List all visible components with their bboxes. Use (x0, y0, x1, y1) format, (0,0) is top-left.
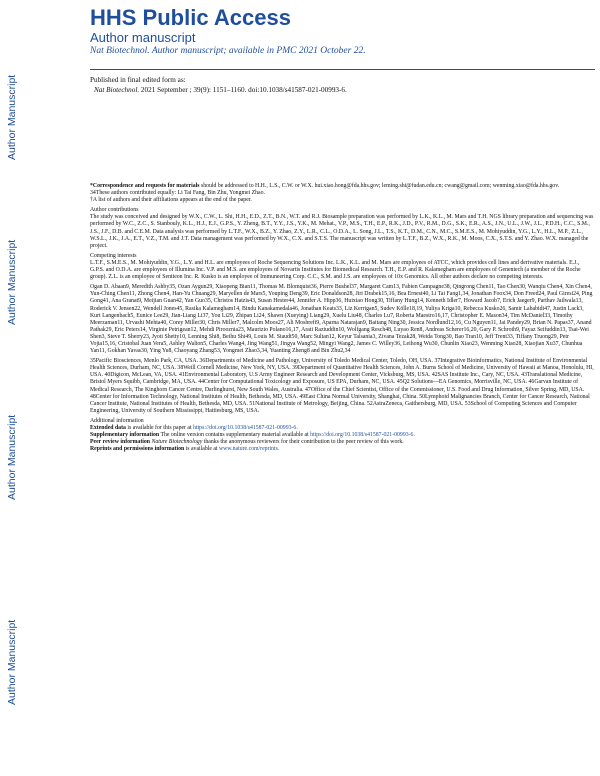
side-label-2: Author Manuscript (6, 239, 18, 325)
contributions-heading: Author contributions (90, 207, 139, 214)
side-label-3: Author Manuscript (6, 414, 18, 500)
page-header (90, 6, 590, 58)
publication-label: Published in final edited form as: (90, 76, 186, 84)
correspondence-note (90, 183, 595, 204)
reprints-text: is available at (185, 446, 218, 453)
page-subtitle: Author manuscript (90, 30, 196, 45)
side-label-1: Author Manuscript (6, 74, 18, 160)
peer-review-note (90, 439, 595, 446)
header-divider (90, 69, 595, 70)
publication-citation (90, 86, 347, 96)
page-title: HHS Public Access (90, 5, 291, 30)
journal-name: Nat Biotechnol. (90, 46, 150, 56)
extended-data-label: Extended data (90, 425, 126, 431)
peer-review-label: Peer review information (90, 439, 150, 446)
supplementary-link[interactable]: https://doi.org/10.1038/s41587-021-00993-6. (310, 432, 415, 439)
correspondence-label: *Correspondence and requests for materials (90, 183, 200, 189)
supplementary-text: The online version contains supplementary material available at (160, 432, 309, 439)
availability-line (90, 45, 590, 58)
equal-contribution-note: 34These authors contributed equally: Li Tai Fang, Bin Zhu, Yongmei Zhao. (90, 190, 265, 197)
side-label-4: Author Manuscript (6, 619, 18, 705)
interests-heading: Competing interests (90, 252, 137, 259)
citation-journal: Nat Biotechnol. (94, 85, 140, 94)
extended-data-link[interactable]: https://doi.org/10.1038/s41587-021-00993-6. (193, 425, 298, 431)
extended-data-note (90, 425, 595, 432)
peer-review-journal: Nature Biotechnology (151, 439, 203, 446)
additional-information (90, 418, 595, 453)
citation-text: 2021 September ; 39(9): 1151–1160. doi:10.1038/s41587-021-00993-6. (140, 85, 347, 94)
competing-interests (90, 253, 595, 281)
peer-review-text: thanks the anonymous reviewers for their contribution to the peer review of this work. (203, 439, 404, 446)
reprints-link[interactable]: www.nature.com/reprints. (219, 446, 280, 453)
interests-text: L.T.F., S.M.E.S., M. Mohiyuddin, Y.G., L.Y. and H.L. are employees of Roche Sequencing Solutions Inc. L.K., K.L. and M. Mars are employees of ATCC, which provides cell lines and derivative materials. E.J., G.P.S. and O.D.A. are employees of Illumina Inc. V.P. and M.S. are employees of Novartis Institutes for Biomedical Research. T.H., E.P. and R. Kalamegham are employees of Genentech (a member of the Roche group). Z.L. is an employee of Sentieon Inc. R. Kusko is an employee of Immuneering Corp. C.C., S.M. and J.S. are employees of 10x Genomics. All other authors declare no competing interests. (90, 259, 581, 281)
contributions-text: The study was conceived and designed by W.X., C.W., L. Shi, H.H., E.D., Z.T., B.N., W.T. and R.J. Biosample preparation was performed by L.K., K.L., M. Mars and T.H. NGS library preparation and sequencing was performed by W.C., Z.C., S. Stanbouly, K.L., H.J., E.J., G.P.S., Y. Zheng, B.T., Y.Y., J.S., Y.K., M. Mehat., V.P., M.S., T.H., E.P., R.K., J.D., P.V., R.M., D.G., S.K., E.R., A.S., J.N., U.L., J.W., J.L., P.D.H., C.C., S.M., J.S., J.F., D.B. and C.E.M. Data analysis was performed by L.T.F., W.X., B.Z., Y. Zhao, Z.Y., L.R., C.L., O.D.A., L. Song, J.L., T.S., K.T., D.M., C.N., M.C., S.M.E.S., M. Mohiyuddin, Y.G., L.Y., H.L., M.P., Z.L., W.S.L., J.K., J.A., E.T., V.Z., T.M. and J.T. Data management was performed by W.X., C.X. and S.T.S. The manuscript was written by L.T.F., B.Z., W.X., R.K., M. Moos, C.X., S.T.S. and Y. Zhao. W.X. managed the project. (90, 214, 594, 249)
consortium-author-list: Ogan D. Abaan9, Meredith Ashby35, Ozan Aygun29, Xiaopeng Bian11, Thomas M. Blomquist36, Pierre Bushel37, Margaret Cam13, Fabien Campagne38, Qingrong Chen11, Tao Chen30, Wanqiu Chen4, Xin Chen4, Yun-Ching Chen11, Zhong Chen4, Han-Yu Chuang29, Maryellen de Mars5, Youping Deng39, Eric Donaldson28, Jiri Drabek15,16, Bea Ernest40, Li Tai Fang1,34, Jonathan Foox34, Don Freed24, Paul Giresi24, Ping Gong41, Ana Granat9, Meijian Guan42, Yan Guo35, Christos Hatzis43, Susan Hester44, Jennifer A. Hipp36, Huixiao Hong30, Tiffany Hung14, Kenneth Idler7, Howard Jacob7, Erich Jaeger9, Parthav Jailwala13, Roderick V. Jensen22, Wendell Jones45, Rasika Kalamegham14, Bindu Kanakamedala46, Jonathan Keats33, Liz Kerrigan5, Sudev Kölle18,19, Yuliya Kriga10, Rebecca Kusko26, Samir Lababidi47, Justin Lack3, Kurt Langenbach5, Eunice Lee29, Jian-Liang Li37, You Li29, Zhipan Li24, Shawn (Xueying) Liang29, Xuelu Liu48, Charles Lu7, Roberta Maestro16,17, Christopher E. Mason34, Tim McDaniel33, Timothy Meerzaman11, Urvashi Mehta40, Corey Miller30, Chris Miller7, Malcolm Moos27, Ali Moshrefi9, Aparna Natarajan9, Baitang Ning30, Jessica Nordlund12,16, Cu Nguyen11, Jai Pandey29, Brian N. Papas37, Anand Pathak29, Eric Peters14, Virginie Petrigean12, Mehdi Pirooznia23, Maurizio Polano16,17, Arati Raziuddin10, Wolfgang Resch48, Luyao Ren8, Andreas Scherer16,20, Gary P. Schroth9, Fayaz Seifuddin13, Tsai-Wei Shen3, Steve T. Sherry23, Jyoti Shetty10, Lenning Shi8, Beihu Shi49, Louis M. Staudt50, Marc Sultan12, Keyur Talsania3, Zivana Tezak28, Weida Tong30, Bao Tran10, Jeff Trent33, Tiffany Truong29, Petr Vojta15,16, Cristobal Juan Vera5, Ashley Walton5, Charles Wang4, Jing Wang51, Jingya Wang52, Mingyi Wang2, James C. Willey36, Leihong Wu30, Chunlin Xiao23, Wenming Xiao28, Xiaojian Xu37, Chunhua Yan11, Gokhan Yavas30, Ying Yu8, Chaoyang Zhang53, Yongmei Zhao3,34, Yuanting Zheng8 and Bin Zhu2,34 (90, 284, 593, 355)
extended-data-text: is available for this paper at (127, 425, 192, 431)
reprints-label: Reprints and permissions information (90, 446, 185, 453)
additional-heading: Additional information (90, 417, 144, 424)
publication-info (90, 76, 347, 95)
affiliations-list: 35Pacific Biosciences, Menlo Park, CA, USA. 36Departments of Medicine and Pathology, University of Toledo Medical Center, Toledo, OH, USA. 37Integrative Bioinformatics, National Institute of Environmental Health Sciences, Durham, NC, USA. 38Weill Cornell Medicine, New York, NY, USA. 39Department of Quantitative Health Sciences, John A. Burns School of Medicine, University of Hawaii at Manoa, Honolulu, HI, USA. 40Digicon, McLean, VA, USA. 41Environmental Laboratory, U.S Army Engineer Research and Development Center, Vicksburg, MS, USA. 42SAS Institute Inc., Cary, NC, USA. 43Translational Medicine, Bristol Myers Squibb, Cambridge, MA, USA. 44Center for Computational Toxicology and Exposure, US EPA, Durham, NC, USA. 45Q2 Solutions—EA Genomics, Morrisville, NC, USA. 46Garvan Institute of Medical Research, The Kinghorn Cancer Centre, Darlinghurst, New South Wales, Australia. 47Office of the Chief Scientist, Office of the Commissioner, U.S. Food and Drug Information, Silver Spring, MD, USA. 48Center for Information Technology, National Institutes of Health, Bethesda, MD, USA. 49East China Normal University, Shanghai, China. 50Lymphoid Malignancies Branch, Center for Cancer Research, National Cancer Institute, National Institutes of Health, Bethesda, MD, USA. 51National Institute of Metrology, Beijing, China. 52AstraZeneca, Gaithersburg, MD, USA. 53School of Computing Sciences and Computer Engineering, University of Southern Mississippi, Hattiesburg, MS, USA. (90, 358, 594, 414)
reprints-note (90, 446, 595, 453)
availability-text: Author manuscript; available in PMC 2021 October 22. (151, 46, 366, 56)
correspondence-text: should be addressed to H.H., L.S., C.W. or W.X. hui.xiao.hong@fda.hhs.gov; leming.shi@fudan.edu.cn; cwang@gmail.com; wenming.xiao@fda.hhs.gov. (200, 183, 560, 189)
author-list-note: †A list of authors and their affiliations appears at the end of the paper. (90, 197, 252, 204)
footnotes (90, 183, 595, 456)
author-contributions (90, 207, 595, 250)
supplementary-label: Supplementary information (90, 432, 160, 439)
